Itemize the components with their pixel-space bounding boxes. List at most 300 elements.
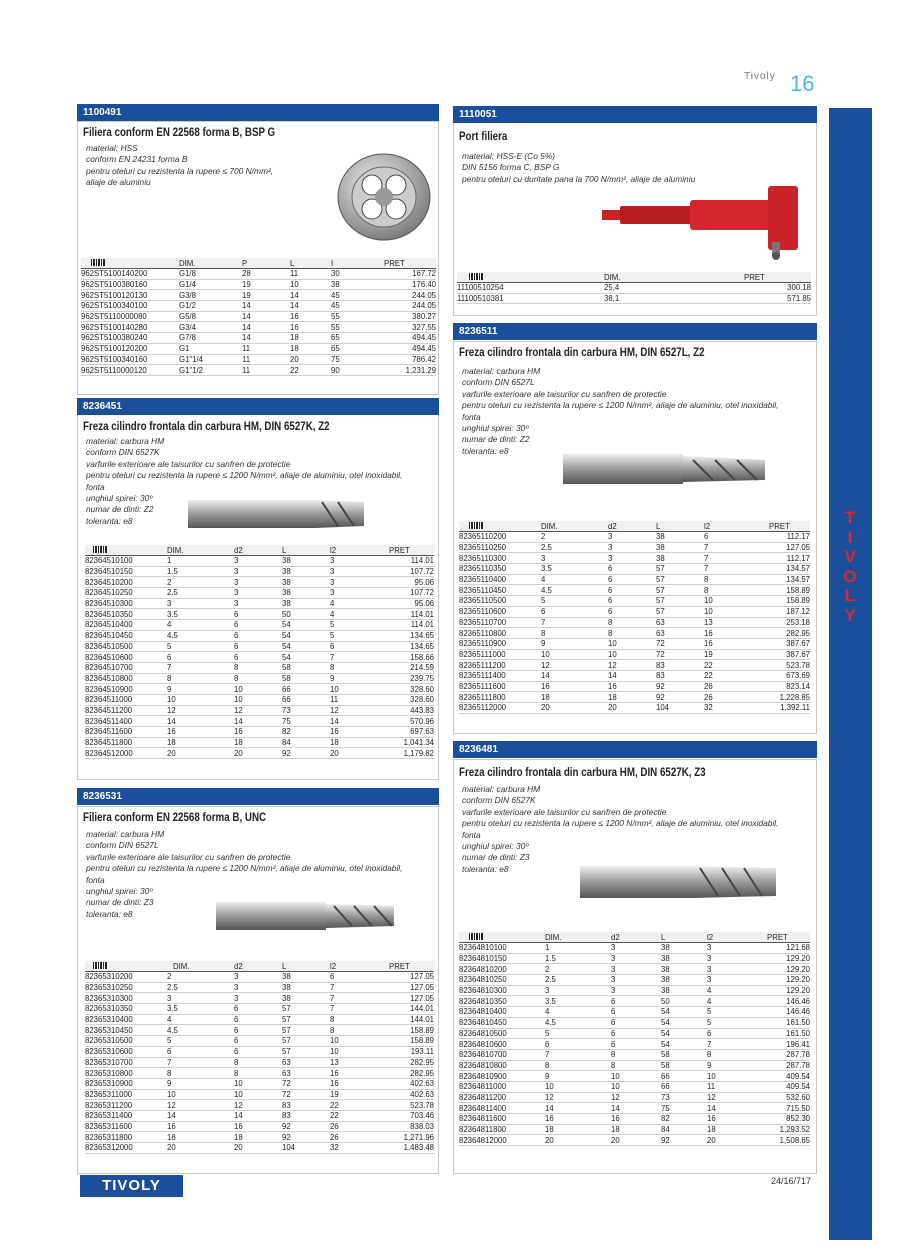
table-cell: 6 [234,1025,282,1036]
table-cell: 3 [611,943,661,954]
table-cell: 1,228.85 [749,692,810,703]
table-cell: 57 [656,606,704,617]
table-cell: G3/4 [179,322,242,333]
table-cell: 50 [282,609,330,620]
table-cell: 14 [611,1103,661,1114]
table-cell: 144.01 [375,1014,434,1025]
table-cell: 196.41 [753,1039,810,1050]
desc-line: fonta [462,411,481,422]
table-cell: 83 [656,670,704,681]
table-cell: 10 [330,1046,375,1057]
table-cell: 6 [330,641,375,652]
table-cell: 20 [167,748,234,759]
table-cell: 22 [704,670,749,681]
table-cell: 852.30 [753,1114,810,1125]
table-cell: 570.96 [375,716,434,727]
table-row [85,588,434,599]
table-cell: 146.46 [753,996,810,1007]
desc-line: unghiul spirei: 30º [86,886,153,897]
table-row [81,269,436,280]
table-cell: 5 [330,630,375,641]
article-code-cell: 82364810700 [459,1049,545,1060]
table-cell: 8 [330,1025,375,1036]
desc-line: conform DIN 6527K [86,447,160,458]
table-cell: 38 [282,556,330,567]
article-code-cell: 11100510254 [457,283,604,294]
table-row [81,365,436,376]
column-header: d2 [611,932,661,943]
table-cell: 38,1 [604,293,744,304]
table-cell: 11 [242,365,290,376]
desc-line: pentru oteluri cu rezistenta la rupere ≤ 1200 N/mm², aliaje de aluminiu, otel inoxidabil, [462,818,779,829]
desc-line: varfurile exterioare ale taisurilor cu sanfren de protectie [462,806,667,817]
table-cell: 5 [330,620,375,631]
table-cell: 90 [331,365,372,376]
table-cell: 75 [661,1103,707,1114]
table-cell: 12 [545,1092,611,1103]
table-cell: 158.89 [749,585,810,596]
table-row [459,1039,810,1050]
table-row [459,985,810,996]
table-cell: 84 [661,1124,707,1135]
table-cell: 1 [167,556,234,567]
table-cell: 12 [167,705,234,716]
table-row [85,577,434,588]
table-cell: 58 [282,673,330,684]
product-table-1110051 [457,272,811,304]
table-cell: 18 [330,737,375,748]
table-cell: 1,231.29 [372,365,436,376]
table-row [85,716,434,727]
table-cell: 5 [167,641,234,652]
table-cell: 38 [282,982,330,993]
table-row [85,1132,434,1143]
table-cell: 158.89 [749,596,810,607]
table-cell: G1"1/4 [179,354,242,365]
article-code-cell: 82364510600 [85,652,167,663]
article-code-cell: 11100510381 [457,293,604,304]
table-cell: 14 [330,716,375,727]
table-cell: 134.65 [375,641,434,652]
table-cell: 158.89 [375,1025,434,1036]
table-cell: 45 [331,301,372,312]
article-code-cell: 82365312000 [85,1143,167,1154]
table-cell: 14 [290,290,331,301]
table-cell: 282.95 [749,628,810,639]
table-body [85,556,434,759]
article-code-cell: 82364510700 [85,662,167,673]
table-cell: 10 [704,606,749,617]
table-cell: 114.01 [375,620,434,631]
article-code-cell: 962ST5100140280 [81,322,179,333]
table-cell: 9 [167,684,234,695]
article-code-cell: 82365111000 [459,649,541,660]
table-cell: 3 [234,598,282,609]
article-code-cell: 82364811000 [459,1081,545,1092]
barcode-icon [85,961,167,972]
table-cell: 187.12 [749,606,810,617]
side-letter: T [844,508,856,527]
table-cell: 3.5 [541,564,608,575]
column-header: L [661,932,707,943]
table-cell: 11 [707,1081,753,1092]
column-header: PRET [372,258,436,269]
table-cell: 38 [661,953,707,964]
table-header [459,932,810,943]
article-code-cell: 82364510400 [85,620,167,631]
product-table-8236481 [459,932,810,1146]
article-code-cell: 82364510500 [85,641,167,652]
desc-line: conform EN 24231 forma B [86,154,188,165]
table-cell: 12 [234,1100,282,1111]
table-row [457,293,811,304]
table-cell: 129.20 [753,953,810,964]
table-cell: 4.5 [541,585,608,596]
article-code-cell: 82364811200 [459,1092,545,1103]
table-cell: 63 [282,1068,330,1079]
table-cell: 7 [545,1049,611,1060]
table-cell: 127.05 [375,993,434,1004]
table-cell: 6 [611,996,661,1007]
article-code-cell: 82365311000 [85,1089,167,1100]
table-cell: 12 [707,1092,753,1103]
table-cell: 14 [167,716,234,727]
table-cell: 1.5 [167,566,234,577]
table-cell: 3 [234,556,282,567]
table-row [459,1124,810,1135]
table-cell: 146.46 [753,1007,810,1018]
article-code-cell: 962ST5110000120 [81,365,179,376]
table-cell: 715.50 [753,1103,810,1114]
table-cell: 571.85 [744,293,811,304]
table-cell: 6 [234,641,282,652]
table-cell: 10 [608,649,656,660]
table-row [85,1036,434,1047]
table-cell: 10 [608,638,656,649]
section-code-bar: 8236451 [77,398,439,415]
article-code-cell: 82364810400 [459,1007,545,1018]
table-cell: 409.54 [753,1071,810,1082]
table-cell: 3 [330,588,375,599]
table-cell: 22 [290,365,331,376]
table-cell: 494.45 [372,333,436,344]
column-header: d2 [234,961,282,972]
table-cell: 3 [545,985,611,996]
table-cell: 18 [167,1132,234,1143]
side-letter: Y [844,605,856,625]
table-cell: 6 [707,1028,753,1039]
table-cell: 16 [330,1068,375,1079]
table-cell: 82 [282,727,330,738]
table-cell: 112.17 [749,532,810,543]
product-table-1100491 [81,258,436,376]
desc-line: unghiul spirei: 30º [462,841,529,852]
table-row [85,684,434,695]
desc-line: toleranta: e8 [86,908,133,919]
table-cell: 66 [282,684,330,695]
table-row [459,1103,810,1114]
table-cell: 38 [661,964,707,975]
table-cell: 45 [331,290,372,301]
article-code-cell: 82365111800 [459,692,541,703]
footer-page-code: 24/16/717 [771,1176,812,1186]
table-cell: 16 [330,1078,375,1089]
table-cell: 19 [242,279,290,290]
table-cell: 129.20 [753,964,810,975]
table-cell: 697.63 [375,727,434,738]
column-header: I [331,258,372,269]
table-cell: 72 [282,1078,330,1089]
table-row [85,993,434,1004]
table-body [459,532,810,714]
table-cell: 158.89 [375,1036,434,1047]
desc-line: varfurile exterioare ale taisurilor cu sanfren de protectie [86,851,291,862]
section-code-bar: 8236481 [453,741,817,758]
article-code-cell: 82365111600 [459,681,541,692]
table-cell: 26 [704,692,749,703]
table-cell: 3.5 [167,609,234,620]
table-row [85,737,434,748]
table-cell: 14 [167,1110,234,1121]
table-cell: 6 [234,1046,282,1057]
article-code-cell: 82364510450 [85,630,167,641]
article-code-cell: 82365110300 [459,553,541,564]
table-cell: 5 [707,1007,753,1018]
table-cell: 38 [661,943,707,954]
table-row [459,1135,810,1146]
table-cell: 63 [656,617,704,628]
desc-line: fonta [86,481,105,492]
article-code-cell: 82365112000 [459,703,541,714]
table-cell: 6 [608,564,656,575]
table-cell: 3 [234,993,282,1004]
table-cell: 134.65 [375,630,434,641]
table-cell: 72 [656,638,704,649]
table-cell: 6 [234,1014,282,1025]
table-cell: 32 [330,1143,375,1154]
product-table-8236531 [85,961,434,1154]
column-header: L [290,258,331,269]
table-cell: 127.05 [375,982,434,993]
table-cell: 9 [541,638,608,649]
table-cell: 8 [704,585,749,596]
section-code-bar: 1110051 [453,106,817,123]
table-cell: 20 [545,1135,611,1146]
article-code-cell: 82365111400 [459,670,541,681]
table-cell: 11 [242,343,290,354]
table-cell: 10 [704,596,749,607]
article-code-cell: 82364810250 [459,975,545,986]
article-code-cell: 82364810300 [459,985,545,996]
article-code-cell: 82364511800 [85,737,167,748]
table-cell: 16 [704,628,749,639]
table-cell: 8 [167,673,234,684]
table-cell: 12 [541,660,608,671]
article-code-cell: 82365110400 [459,574,541,585]
article-code-cell: 82364510800 [85,673,167,684]
table-cell: 9 [167,1078,234,1089]
table-cell: 387.67 [749,649,810,660]
table-cell: 127.05 [749,542,810,553]
table-cell: 25,4 [604,283,744,294]
table-cell: 6 [234,1036,282,1047]
desc-line: varfurile exterioare ale taisurilor cu sanfren de protectie [462,388,667,399]
table-cell: 14 [234,716,282,727]
table-cell: 6 [234,630,282,641]
table-cell: 3 [234,566,282,577]
table-cell: 57 [656,596,704,607]
table-row [85,598,434,609]
article-code-cell: 82364811400 [459,1103,545,1114]
table-cell: 54 [282,641,330,652]
table-row [459,1081,810,1092]
table-cell: 253.18 [749,617,810,628]
article-code-cell: 82365110900 [459,638,541,649]
table-cell: 134.57 [749,564,810,575]
threading-die-image [336,152,432,242]
desc-line: pentru oteluri cu rezistenta la rupere ≤ 700 N/mm², [86,165,274,176]
table-row [457,283,811,294]
article-code-cell: 82364512000 [85,748,167,759]
table-row [85,673,434,684]
table-cell: 107.72 [375,588,434,599]
table-cell: 5 [167,1036,234,1047]
brand-header: Tivoly [744,71,776,82]
table-cell: 55 [331,322,372,333]
article-code-cell: 82365111200 [459,660,541,671]
table-cell: 129.20 [753,975,810,986]
table-cell: 6 [234,1004,282,1015]
table-cell: 65 [331,333,372,344]
desc-line: fonta [462,829,481,840]
desc-line: unghiul spirei: 30º [462,423,529,434]
table-cell: 402.63 [375,1078,434,1089]
table-cell: 282.95 [375,1057,434,1068]
article-code-cell: 82365110800 [459,628,541,639]
desc-line: material: HSS-E (Co 5%) [462,151,556,161]
table-cell: 66 [661,1081,707,1092]
table-cell: 83 [282,1110,330,1121]
table-cell: 12 [330,705,375,716]
table-cell: 7 [707,1039,753,1050]
table-cell: 8 [234,662,282,673]
table-cell: 72 [282,1089,330,1100]
table-cell: 95.06 [375,577,434,588]
table-cell: 22 [330,1110,375,1121]
column-header: l2 [707,932,753,943]
table-cell: 214.59 [375,662,434,673]
article-code-cell: 82364510300 [85,598,167,609]
article-code-cell: 82365310400 [85,1014,167,1025]
table-cell: 38 [282,993,330,1004]
table-row [459,1092,810,1103]
article-code-cell: 82365110450 [459,585,541,596]
table-cell: 104 [656,703,704,714]
table-cell: 14 [545,1103,611,1114]
table-cell: 26 [330,1132,375,1143]
article-code-cell: 82364511200 [85,705,167,716]
table-cell: 13 [704,617,749,628]
table-row [459,1114,810,1125]
column-header: DIM. [545,932,611,943]
table-cell: 11 [290,269,331,280]
desc-line: numar de dinti: Z3 [462,852,530,863]
table-cell: 6 [608,596,656,607]
table-cell: 16 [707,1114,753,1125]
table-cell: 7 [167,662,234,673]
section-title: Port filiera [459,131,508,143]
table-cell: 13 [330,1057,375,1068]
section-title: Filiera conform EN 22568 forma B, UNC [83,812,267,824]
table-row [85,748,434,759]
table-cell: 8 [545,1060,611,1071]
column-header: PRET [753,932,810,943]
table-row [459,953,810,964]
desc-line: conform DIN 6527L [86,840,159,851]
article-code-cell: 82365310600 [85,1046,167,1057]
table-cell: 38 [656,532,704,543]
table-cell: 92 [656,681,704,692]
article-code-cell: 962ST5100340160 [81,354,179,365]
table-row [81,333,436,344]
column-header: d2 [234,545,282,556]
table-cell: G1"1/2 [179,365,242,376]
table-cell: 112.17 [749,553,810,564]
table-cell: 6 [611,1007,661,1018]
desc-line: numar de dinti: Z2 [86,504,154,515]
table-row [85,1068,434,1079]
table-cell: 3 [541,553,608,564]
table-cell: 144.01 [375,1004,434,1015]
table-cell: 121.68 [753,943,810,954]
table-cell: 532.60 [753,1092,810,1103]
table-cell: 3 [234,982,282,993]
table-cell: 8 [608,617,656,628]
table-cell: 57 [282,1004,330,1015]
table-cell: 9 [707,1060,753,1071]
table-cell: 2.5 [545,975,611,986]
table-row [85,1110,434,1121]
table-header [457,272,811,283]
table-cell: 176.40 [372,279,436,290]
column-header: P [242,258,290,269]
table-row [459,1071,810,1082]
table-cell: 8 [611,1060,661,1071]
table-row [81,279,436,290]
table-cell: 523.78 [375,1100,434,1111]
article-code-cell: 82365310300 [85,993,167,1004]
table-row [81,301,436,312]
table-cell: 7 [330,993,375,1004]
table-row [85,630,434,641]
desc-line: pentru oteluri cu rezistenta la rupere ≤ 1200 N/mm², aliaje de aluminiu, otel inoxidabil, [86,863,403,874]
table-cell: 8 [234,1068,282,1079]
table-cell: 19 [330,1089,375,1100]
table-cell: 1.5 [545,953,611,964]
table-cell: 3 [234,577,282,588]
table-cell: 127.05 [375,972,434,983]
table-cell: 18 [541,692,608,703]
table-cell: 16 [290,322,331,333]
table-row [85,1143,434,1154]
table-cell: G1/8 [179,269,242,280]
barcode-icon [457,272,604,283]
table-cell: 18 [290,343,331,354]
desc-line: material: carbura HM [86,436,165,446]
section-title: Filiera conform EN 22568 forma B, BSP G [83,127,276,139]
barcode-icon [85,545,167,556]
table-cell: 8 [704,574,749,585]
